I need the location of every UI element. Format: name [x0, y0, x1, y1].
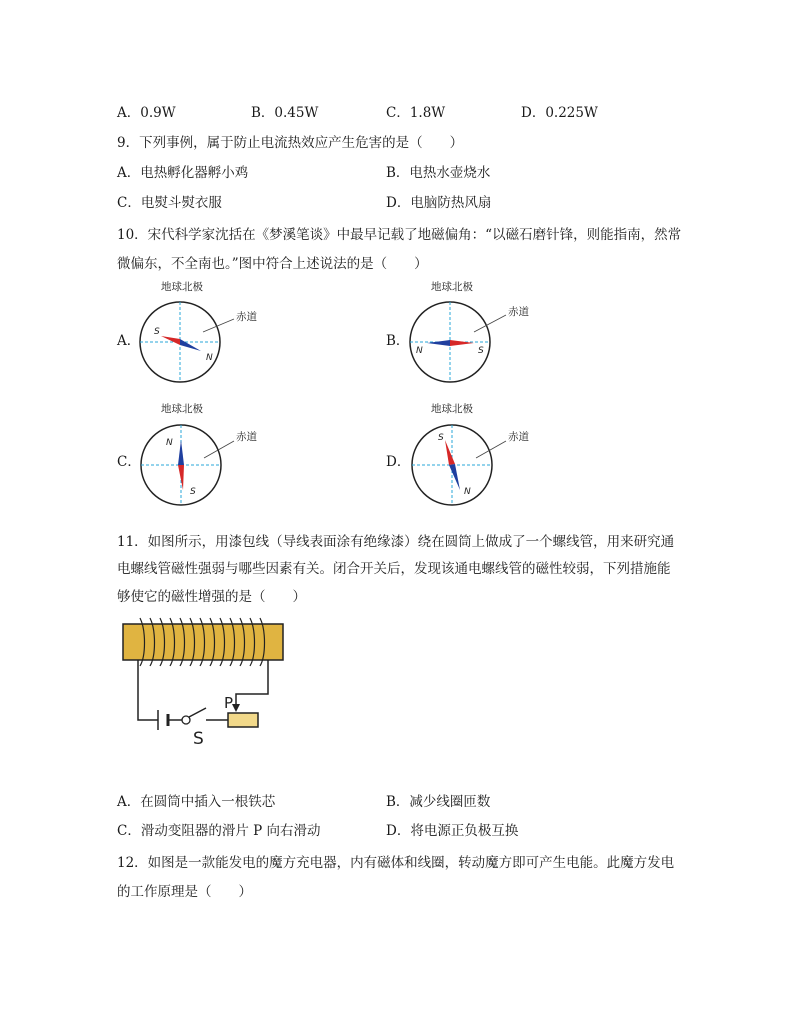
- q10-figure-a: [130, 278, 260, 396]
- north-pole-label: 地球北极: [431, 403, 473, 415]
- q11-option-d: D．将电源正负极互换: [386, 823, 519, 839]
- needle-top-pole: S: [438, 433, 444, 443]
- wire-right: [236, 660, 268, 707]
- q8-option-d: D．0.225W: [521, 105, 598, 121]
- equator-leader: [204, 441, 234, 458]
- q10-fig-a-label: A．: [117, 333, 141, 349]
- q11-option-a: A．在圆筒中插入一根铁芯: [117, 794, 276, 810]
- q9-option-a: A．电热孵化器孵小鸡: [117, 165, 249, 181]
- q9-option-b: B．电热水壶烧水: [386, 165, 491, 181]
- needle-red-half: [450, 340, 474, 346]
- north-pole-label: 地球北极: [431, 281, 473, 293]
- q10-fig-c-label: C．: [117, 454, 141, 470]
- needle-top-pole: N: [166, 438, 173, 448]
- equator-label: 赤道: [508, 306, 529, 318]
- needle-bottom-pole: N: [464, 487, 471, 497]
- needle-red-half: [161, 336, 180, 345]
- q9-option-c: C．电熨斗熨衣服: [117, 195, 222, 211]
- q10-figure-d: [402, 400, 542, 518]
- q11-circuit-diagram: [118, 612, 293, 752]
- north-pole-label: 地球北极: [161, 281, 203, 293]
- q10-figure-c: [130, 400, 260, 518]
- q10-fig-b-label: B．: [386, 333, 410, 349]
- needle-bottom-pole: S: [190, 487, 196, 497]
- q11-stem-line3: 够使它的磁性增强的是（ ）: [117, 589, 306, 605]
- slider-arrow: [232, 704, 240, 712]
- needle-blue-half: [180, 339, 201, 351]
- needle-red-half: [445, 440, 455, 465]
- q11-stem-line2: 电螺线管磁性强弱与哪些因素有关。闭合开关后，发现该通电螺线管的磁性较弱，下列措施能: [117, 561, 671, 577]
- rheostat: [228, 713, 258, 727]
- q12-stem-line1: 12．如图是一款能发电的魔方充电器，内有磁体和线圈，转动魔方即可产生电能。此魔方发电: [117, 855, 675, 871]
- q11-option-c: C．滑动变阻器的滑片 P 向右滑动: [117, 823, 321, 839]
- equator-label: 赤道: [508, 431, 529, 443]
- q8-option-a: A．0.9W: [117, 105, 176, 121]
- slider-label: P: [224, 694, 234, 712]
- needle-right-pole: S: [478, 346, 484, 356]
- needle-top-pole: S: [154, 327, 160, 337]
- switch-label: S: [193, 729, 204, 749]
- q11-stem-line1: 11．如图所示，用漆包线（导线表面涂有绝缘漆）绕在圆筒上做成了一个螺线管，用来研究通: [117, 534, 675, 550]
- q9-option-d: D．电脑防热风扇: [386, 195, 492, 211]
- q10-figure-b: [402, 278, 542, 396]
- q12-stem-line2: 的工作原理是（ ）: [117, 884, 252, 900]
- q8-option-b: B．0.45W: [251, 105, 319, 121]
- switch-lever: [189, 708, 206, 717]
- q8-option-c: C．1.8W: [386, 105, 446, 121]
- q10-fig-d-label: D．: [386, 454, 411, 470]
- equator-label: 赤道: [236, 311, 257, 323]
- north-pole-label: 地球北极: [161, 403, 203, 415]
- q10-stem-line2: 微偏东，不全南也。”图中符合上述说法的是（ ）: [117, 256, 428, 272]
- equator-leader: [474, 315, 506, 332]
- wire-left: [138, 660, 158, 720]
- needle-left-pole: N: [416, 346, 423, 356]
- needle-blue-half: [178, 440, 184, 465]
- q11-option-b: B．减少线圈匝数: [386, 794, 491, 810]
- equator-label: 赤道: [236, 431, 257, 443]
- needle-blue-half: [449, 464, 460, 490]
- switch-pivot: [182, 716, 190, 724]
- q10-stem-line1: 10．宋代科学家沈括在《梦溪笔谈》中最早记载了地磁偏角：“以磁石磨针锋，则能指南，然常: [117, 227, 682, 243]
- q9-stem: 9．下列事例，属于防止电流热效应产生危害的是（ ）: [117, 135, 464, 151]
- needle-bottom-pole: N: [206, 353, 213, 363]
- needle-blue-half: [427, 340, 450, 346]
